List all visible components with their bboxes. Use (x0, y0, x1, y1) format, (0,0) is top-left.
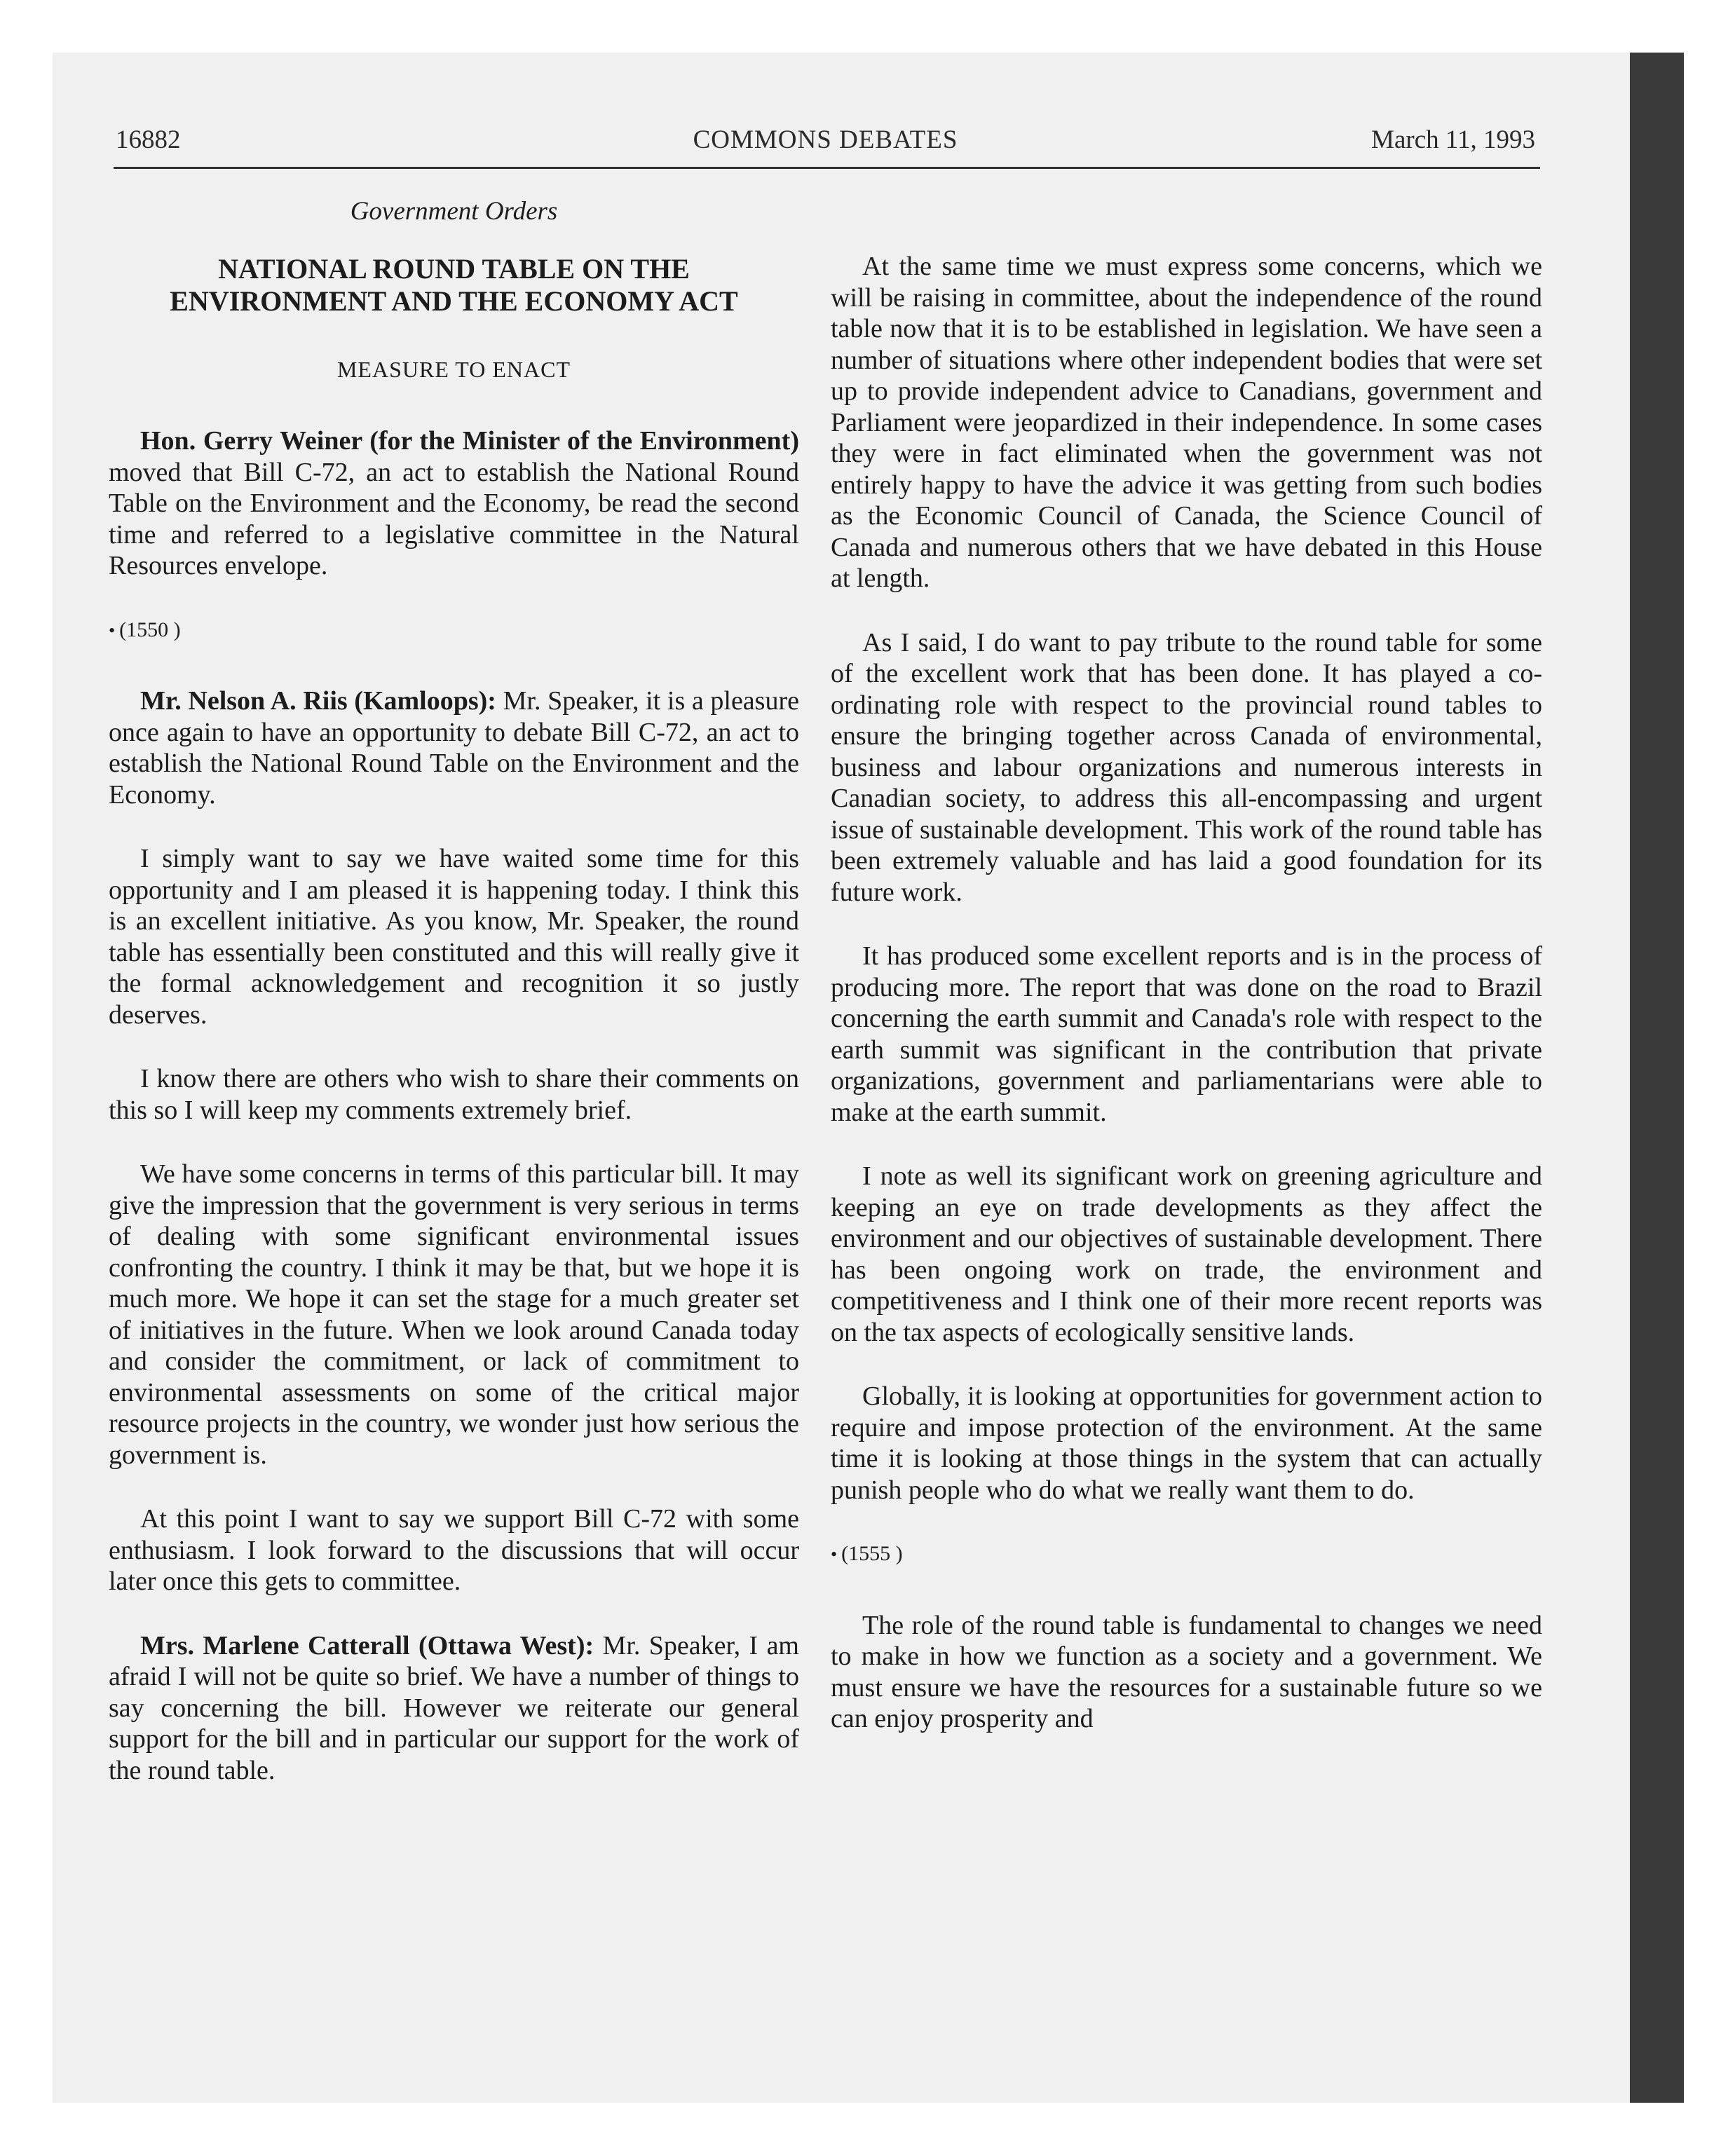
paragraph: I simply want to say we have waited some time for this opportunity and I am pleased it is happening today. I think this is an excellent initiative. As you know, Mr. Speaker, the round table has essentially been constituted and this will really give it the formal acknowledgement and recognition it so justly deserves. (109, 844, 799, 1030)
paragraph: At the same time we must express some concerns, which we will be raising in committee, about the independence of the round table now that it is to be established in legislation. We have seen a number of situations where other independent bodies that were set up to provide independent advice to Canadians, government and Parliament were jeopardized in their independence. In some cases they were in fact eliminated when the government was not entirely happy to have the advice it was getting from such bodies as the Economic Council of Canada, the Science Council of Canada and numerous others that we have debated in this House at length. (831, 252, 1542, 593)
paragraph: I know there are others who wish to share their comments on this so I will keep my comments extremely brief. (109, 1064, 799, 1125)
paragraph: At this point I want to say we support Bill C-72 with some enthusiasm. I look forward to the discussions that will occur later once this gets to committee. (109, 1504, 799, 1596)
journal-title: COMMONS DEBATES (693, 125, 958, 154)
page-header (116, 125, 1535, 167)
scan-edge-bar (1630, 53, 1684, 2103)
paragraph (109, 685, 799, 810)
speaker-name: Mrs. Marlene Catterall (Ottawa West): (140, 1630, 594, 1660)
paragraph: Globally, it is looking at opportunities for government action to require and impose protection of the environment. At the same time it is looking at those things in the system that can actually punish people who do what we really want them to do. (831, 1381, 1542, 1505)
bullet-icon: • (109, 620, 116, 641)
page-number: 16882 (116, 125, 181, 154)
time-stamp (831, 1538, 1542, 1571)
speaker-name: Hon. Gerry Weiner (for the Minister of the Environment) (140, 426, 799, 456)
article-title-line2: ENVIRONMENT AND THE ECONOMY ACT (170, 285, 738, 317)
paragraph (109, 425, 799, 582)
right-column (831, 251, 1542, 1768)
header-divider (114, 167, 1540, 169)
speech-text: moved that Bill C-72, an act to establish the National Round Table on the Environment and the Economy, be read the second time and referred to a legislative committee in the Natural Resources envelope. (109, 457, 799, 580)
paragraph: We have some concerns in terms of this particular bill. It may give the impression that the government is very serious in terms of dealing with some significant environmental issues confronting the country. I think it may be that, but we hope it is much more. We hope it can set the stage for a much greater set of initiatives in the future. When we look around Canada today and consider the commitment, or lack of commitment to environmental assessments on some of the critical major resource projects in the country, we wonder just how serious the government is. (109, 1159, 799, 1470)
paragraph: As I said, I do want to pay tribute to the round table for some of the excellent work that has been done. It has played a co-ordinating role with respect to the provincial round tables to ensure the bringing together across Canada of environmental, business and labour organizations and numerous interests in Canadian society, to address this all-encompassing and urgent issue of sustainable development. This work of the round table has been extremely valuable and has laid a good foundation for its future work. (831, 627, 1542, 907)
speaker-name: Mr. Nelson A. Riis (Kamloops): (140, 686, 496, 716)
article-subtitle: MEASURE TO ENACT (336, 356, 571, 382)
bullet-icon: • (831, 1544, 838, 1564)
time-stamp-text: (1555 ) (841, 1542, 903, 1565)
article-title-line1: NATIONAL ROUND TABLE ON THE (218, 252, 690, 285)
article-title (109, 253, 799, 318)
speech-text: Mr. Speaker, I am afraid I will not be quite so brief. We have a number of things to say concerning the bill. However we reiterate our general support for the bill and in particular our support for the work of the round table. (109, 1630, 799, 1785)
section-label: Government Orders (350, 197, 558, 226)
left-column (109, 196, 799, 1819)
paragraph: I note as well its significant work on greening agriculture and keeping an eye on trade developments as they affect the environment and our objectives of sustainable development. There has been ongoing work on trade, the environment and competitiveness and I think one of their more recent reports was on the tax aspects of ecologically sensitive lands. (831, 1161, 1542, 1347)
time-stamp (109, 615, 799, 647)
time-stamp-text: (1550 ) (119, 618, 181, 641)
issue-date: March 11, 1993 (1371, 125, 1535, 154)
speech-text: Mr. Speaker, it is a pleasure once again to have an opportunity to debate Bill C-72, an act to establish the National Round Table on the Environment and the Economy. (109, 686, 799, 810)
paragraph: The role of the round table is fundamental to changes we need to make in how we function as a society and a government. We must ensure we have the resources for a sustainable future so we can enjoy prosperity and (831, 1610, 1542, 1733)
paragraph: It has produced some excellent reports and is in the process of producing more. The report that was done on the road to Brazil concerning the earth summit and Canada's role with respect to the earth summit was significant in the contribution that private organizations, government and parliamentarians were able to make at the earth summit. (831, 941, 1542, 1127)
paragraph (109, 1630, 799, 1787)
